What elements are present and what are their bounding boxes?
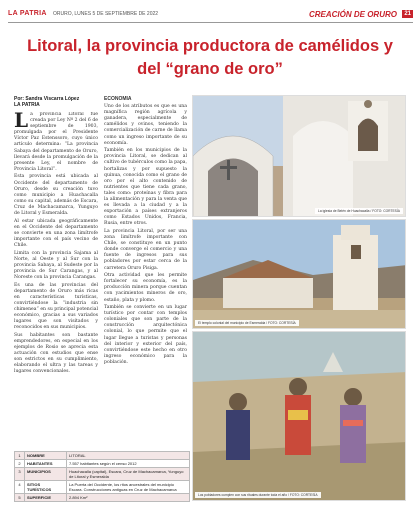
newspaper-logo: LA PATRIA xyxy=(8,10,47,17)
paragraph: También se convierte en un lugar turístico por contar con templos coloniales que son parte de la construcción arquitectónica colonial, lo que permite que el lugar llegue a turistas y personas del interior y exterior del país, convirtiéndose este hecho en otro ingreso económico para la población. xyxy=(104,305,187,365)
paragraph: Es una de las provincias del departamento de Oruro más ricas en características turísticas, convirtiéndose la “industria sin chimenea” en su principal potencial económico, gracias a sus variados lugares que son visitados y reconocidos en sus municipios. xyxy=(14,282,98,331)
article-column-2 xyxy=(104,96,187,396)
paragraph: Esta provincia está ubicada al Occidente del departamento de Oruro, desde su creación tuvo como municipio a Huachacalla como su capital, además de Escara, Cruz de Machacamarca, Yunguyo de Litoral y Esmeralda. xyxy=(14,174,98,216)
church-photo xyxy=(192,95,406,217)
table-row: 3 MUNICIPIOS Huachacalla (capital), Escara, Cruz de Machacamarca, Yunguyo de Litoral y Esmeralda xyxy=(15,468,190,481)
church-image xyxy=(193,96,406,217)
article-column-1 xyxy=(14,112,98,452)
paragraph: También en los municipios de la provincia Litoral, se dedican al cultivo de tubérculos como la papa, hortalizas y por supuesto la quinua, conocida como el grano de oro por el alto contenido de nutrientes que tiene cada grano, tales como: proteínas y fibra para la alimentación y para la venta que es llevada a la ciudad y a la exportación a países extranjeros como Estados Unidos, Francia, Rusia, entre otros. xyxy=(104,148,187,227)
paragraph: a provincia Litoral fue creada por Ley Nº 2 del 6 de septiembre de 1903, promulgada por el Presidente Víctor Paz Estenssoro, cuyo único artículo determina: “La provincia Sabaya del departamento de Oruro, llevará desde la promulgación de la presente Ley, el nombre de Provincia Litoral”. xyxy=(14,112,98,172)
table-row: 1 NOMBRE LITORAL xyxy=(15,452,190,460)
byline xyxy=(14,96,79,108)
article-title: Litoral, la provincia productora de camélidos y del “grano de oro” xyxy=(27,37,393,78)
photo-caption: El templo colonial del municipio de Esmeralda / FOTO: CORTESÍA xyxy=(195,320,299,326)
paragraph: Otra actividad que les permite fortalecer su economía, es la producción minera porque cuentan con yacimientos mineros de oro, estaño, plata y plomo. xyxy=(104,273,187,303)
paragraph: Al estar ubicada geográficamente en el Occidente del departamento se convierte en una zona limítrofe importante con el país vecino de Chile. xyxy=(14,218,98,248)
temple-photo xyxy=(192,219,406,329)
photo-caption: Los pobladores cumplen con sus rituales durante toda el año / FOTO: CORTESÍA xyxy=(195,492,321,498)
province-facts-table xyxy=(14,451,190,502)
issue-date: ORURO, LUNES 5 DE SEPTIEMBRE DE 2022 xyxy=(53,11,159,17)
drop-cap: L xyxy=(14,112,29,132)
temple-image xyxy=(193,220,406,329)
paragraph: Limita con la provincia Sajama al Norte, al Oeste y al Sur con la provincia Sabaya, al Sudeste por la provincia de Sur Carangas, y al Noreste con la provincia Carangas. xyxy=(14,250,98,280)
photo-caption: La iglesia de Belén de Huachacalla / FOTO: CORTESÍA xyxy=(315,208,403,214)
economy-heading: ECONOMÍA xyxy=(104,96,132,102)
paragraph: Uno de los atributos es que es una magnífica región agrícola y ganadera, especialmente de camélidos y ovinos, teniendo la comercialización de carne de llama como un ingreso importante de su economía. xyxy=(104,104,187,146)
outlet: LA PATRIA xyxy=(14,102,40,108)
ritual-image xyxy=(193,332,406,501)
author: Por: Sandra Viscarra López xyxy=(14,96,80,102)
table-row: 2 HABITANTES 7.557 habitantes según el censo 2012 xyxy=(15,460,190,468)
page-number: 21 xyxy=(404,11,411,17)
table-row: 5 SUPERFICIE 2.894 Km² xyxy=(15,494,190,502)
paragraph: La provincia Litoral, por ser una zona limítrofe importante con Chile, se constituye en un punto donde converge el comercio y una fuente de ingresos para sus pobladores por estar cerca de la carretera Oruro Pisiga. xyxy=(104,228,187,271)
paragraph: Sus habitantes son bastante emprendedores, en especial en los ejemplos de Rosio se aprecia esta actuación con estudios que ense son estrictos en su cumplimiento, elaborando el ultra y las tareas y lugares convencionales. xyxy=(14,332,98,375)
section-title: CREACIÓN DE ORURO xyxy=(308,10,397,19)
header-rule xyxy=(8,22,413,23)
table-row: 4 SITIOS TURÍSTICOS La Puerta del Occidente, los ritos ancestrales del municipio Escara. Construcciones antiguas en Cruz de Machacamarca xyxy=(15,481,190,494)
page-header xyxy=(8,10,413,20)
ritual-photo xyxy=(192,331,406,501)
